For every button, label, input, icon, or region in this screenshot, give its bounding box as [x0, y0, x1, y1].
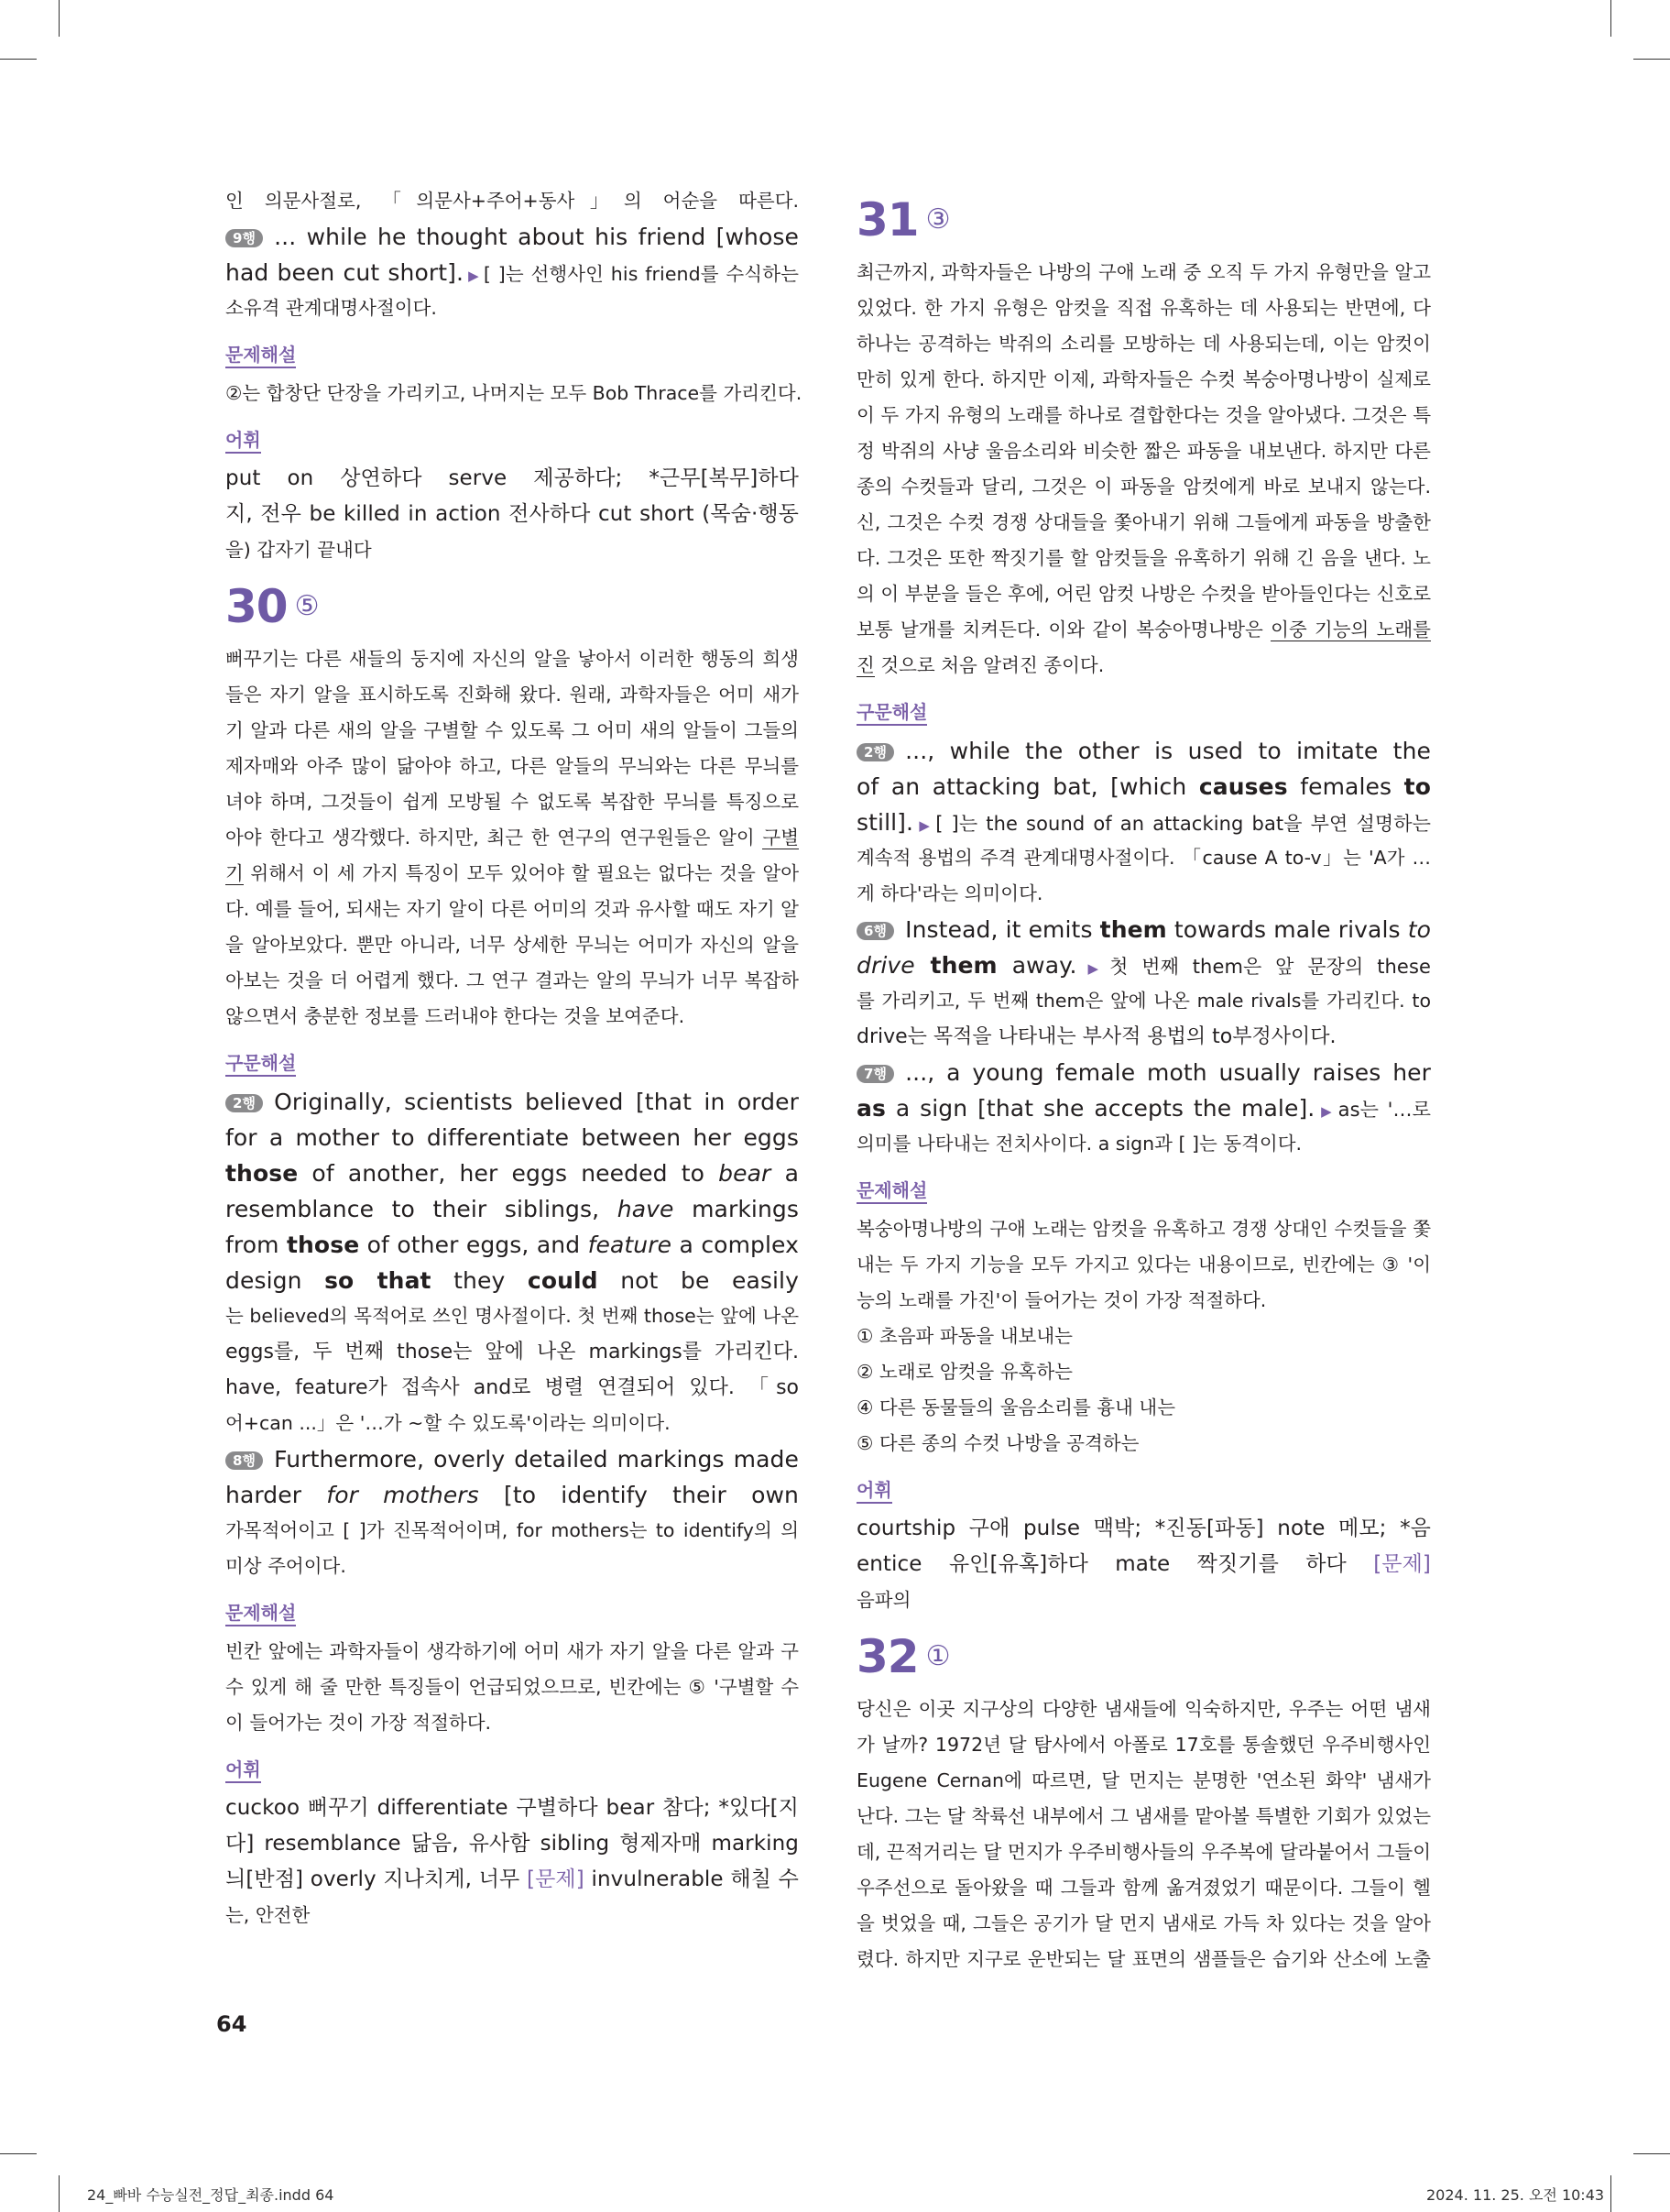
triangle-bullet-icon: ▶	[917, 817, 933, 834]
translation-line: 렸다. 하지만 지구로 운반되는 달 표면의 샘플들은 습기와 산소에 노출	[857, 1948, 1431, 1970]
vocab-text: entice 유인[유혹]하다 mate 짝짓기를 하다	[857, 1552, 1374, 1576]
grammar-line	[225, 1155, 799, 1191]
translation-line: 을 벗었을 때, 그들은 공기가 달 먼지 냄새로 가득 차 있다는 것을 알아	[857, 1912, 1431, 1934]
line-badge: 2행	[225, 1094, 263, 1112]
translation-line: 녀야 하며, 그것들이 쉽게 모방될 수 없도록 복잡한 무늬를 특징으로	[225, 791, 799, 813]
grammar-text: a complex	[671, 1232, 799, 1258]
section-heading-label: 어휘	[857, 1479, 892, 1504]
italic-term: drive	[857, 952, 915, 979]
translation-line	[225, 820, 799, 856]
grammar-line: for a mother to differentiate between her eggs	[225, 1124, 799, 1151]
choice-line: ④ 다른 동물들의 울음소리를 흉내 내는	[857, 1396, 1176, 1418]
left-column	[225, 183, 802, 1933]
grammar-note-line: 미상 주어이다.	[225, 1555, 346, 1577]
right-column	[857, 183, 1431, 1977]
translation-line: 신, 그것은 수컷 경쟁 상대들을 쫓아내기 위해 그들에게 파동을 방출한	[857, 511, 1431, 533]
bold-term: causes	[1198, 773, 1288, 800]
translation-line	[225, 856, 799, 892]
answer-mark: ①	[925, 1640, 951, 1672]
translation-line: 다. 예를 들어, 되새는 자기 알이 다른 어미의 것과 유사할 때도 자기 알	[225, 898, 799, 920]
grammar-text: females	[1287, 773, 1404, 800]
section-heading-label: 문제해설	[857, 1179, 927, 1204]
line-badge: 8행	[225, 1451, 263, 1470]
bold-term: those	[225, 1160, 299, 1187]
crop-mark	[59, 2175, 60, 2212]
grammar-note-line: 어+can ...」은 '…가 ~할 수 있도록'이라는 의미이다.	[225, 1412, 671, 1434]
translation-line: 정 박쥐의 사냥 울음소리와 비슷한 짧은 파동을 내보낸다. 하지만 다른	[857, 440, 1431, 462]
question-number: 31	[857, 193, 919, 246]
section-heading	[857, 700, 1431, 724]
vocab-line: cuckoo 뻐꾸기 differentiate 구별하다 bear 참다; *있다[지	[225, 1796, 799, 1820]
bold-term: them	[914, 952, 998, 979]
section-heading	[225, 428, 799, 452]
grammar-note-line: 의미를 나타내는 전치사이다. a sign과 [ ]는 동격이다.	[857, 1133, 1303, 1155]
grammar-line	[857, 947, 1431, 983]
vocab-line	[857, 1547, 1431, 1582]
grammar-text: markings	[692, 1196, 799, 1222]
translation-line: 종의 수컷들과 달리, 그것은 이 파동을 암컷에게 바로 보내지 않는다.	[857, 476, 1431, 498]
grammar-text: still].	[857, 809, 914, 836]
grammar-line	[225, 1441, 799, 1477]
grammar-text: Originally, scientists believed [that in order	[274, 1089, 799, 1115]
grammar-text: of other eggs, and	[359, 1232, 588, 1258]
crop-mark	[0, 59, 37, 60]
grammar-text: towards male rivals	[1166, 916, 1408, 943]
bold-term: them	[1099, 916, 1167, 943]
grammar-note-line: 게 하다'라는 의미이다.	[857, 882, 1043, 904]
bold-term: as	[857, 1095, 886, 1122]
grammar-text: Instead, it emits	[905, 916, 1100, 943]
grammar-note-line: have, feature가 접속사 and로 병렬 연결되어 있다. 「so	[225, 1376, 799, 1399]
line-badge: 6행	[857, 922, 894, 940]
line-badge: 7행	[857, 1065, 894, 1083]
triangle-bullet-icon: ▶	[467, 268, 480, 284]
answer-mark: ③	[925, 203, 951, 235]
problem-text: ②는 합창단 단장을 가리키고, 나머지는 모두 Bob Thrace를 가리킨다.	[225, 382, 802, 404]
grammar-text: design	[225, 1267, 325, 1294]
grammar-line	[857, 769, 1431, 805]
grammar-note: as는 '…로	[1337, 1099, 1431, 1121]
translation-text: 것으로 처음 알려진 종이다.	[874, 654, 1105, 676]
choice-line: ② 노래로 암컷을 유혹하는	[857, 1361, 1073, 1383]
choice-line: ⑤ 다른 종의 수컷 나방을 공격하는	[857, 1432, 1140, 1454]
section-heading-label: 어휘	[225, 1758, 261, 1783]
grammar-note-line: 가목적어이고 [ ]가 진목적어이며, for mothers는 to identify의 의	[225, 1519, 799, 1541]
grammar-line	[225, 1477, 799, 1513]
answer-underline: 진	[857, 654, 875, 676]
grammar-text: away.	[997, 952, 1077, 979]
crop-mark	[1610, 2175, 1611, 2212]
section-heading-label: 문제해설	[225, 1602, 296, 1626]
translation-line: 이 두 가지 유형의 노래를 하나로 결합한다는 것을 알아냈다. 그것은 특	[857, 404, 1431, 426]
vocab-line: 을) 갑자기 끝내다	[225, 539, 372, 561]
crop-mark	[59, 0, 60, 37]
question-header	[225, 577, 799, 636]
translation-text: 위해서 이 세 가지 특징이 모두 있어야 할 필요는 없다는 것을 알아	[250, 862, 799, 884]
translation-line: 기 알과 다른 새의 알을 구별할 수 있도록 그 어미 새의 알들이 그들의	[225, 719, 799, 741]
translation-line: 제자매와 아주 많이 닮아야 하고, 다른 알들의 무늬와는 다른 무늬를	[225, 755, 799, 777]
answer-underline: 구별	[225, 827, 799, 856]
italic-term: feature	[587, 1232, 672, 1258]
line-badge: 2행	[857, 743, 894, 761]
grammar-note-line: drive는 목적을 나타내는 부사적 용법의 to부정사이다.	[857, 1025, 1337, 1048]
grammar-text: ... while he thought about his friend [whose	[274, 224, 799, 250]
section-heading-label: 문제해설	[225, 344, 296, 368]
section-heading	[225, 1051, 799, 1075]
grammar-line	[857, 733, 1431, 769]
grammar-text: of an attacking bat, [which	[857, 773, 1199, 800]
grammar-note-line: eggs를, 두 번째 those는 앞에 나온 markings를 가리킨다.	[225, 1341, 799, 1363]
grammar-line	[857, 805, 1431, 840]
section-heading	[857, 1178, 1431, 1202]
grammar-text: ..., a young female moth usually raises her	[905, 1059, 1431, 1086]
grammar-text: had been cut short].	[225, 259, 464, 286]
slug-timestamp: 2024. 11. 25. 오전 10:43	[1426, 2186, 1605, 2204]
answer-underline: 기	[225, 862, 244, 884]
translation-line	[857, 648, 1431, 684]
grammar-note-line: 계속적 용법의 주격 관계대명사절이다. 「cause A to-v」는 'A가 …	[857, 847, 1431, 869]
translation-text: 아야 한다고 생각했다. 하지만, 최근 한 연구의 연구원들은 알이	[225, 827, 763, 849]
crop-mark	[0, 2153, 37, 2154]
italic-term: to	[1407, 916, 1431, 943]
grammar-line	[225, 1084, 799, 1120]
section-heading	[225, 1758, 799, 1781]
section-heading-label: 어휘	[225, 429, 261, 454]
vocab-text: invulnerable 해칠 수	[591, 1867, 799, 1891]
triangle-bullet-icon: ▶	[1080, 960, 1107, 977]
vocab-line: 음파의	[857, 1589, 911, 1611]
line-badge: 9행	[225, 229, 263, 247]
section-heading	[225, 1601, 799, 1625]
grammar-line	[857, 912, 1431, 947]
page-number: 64	[216, 2011, 247, 2037]
translation-line: 있었다. 한 가지 유형은 암컷을 직접 유혹하는 데 사용되는 반면에, 다	[857, 297, 1431, 319]
translation-line: 가 날까? 1972년 달 탐사에서 아폴로 17호를 통솔했던 우주비행사인	[857, 1734, 1431, 1756]
translation-line: 데, 끈적거리는 달 먼지가 우주비행사들의 우주복에 달라붙어서 그들이	[857, 1841, 1431, 1863]
problem-line: 복숭아명나방의 구애 노래는 암컷을 유혹하고 경쟁 상대인 수컷들을 쫓	[857, 1218, 1431, 1240]
translation-line: 들은 자기 알을 표시하도록 진화해 왔다. 원래, 과학자들은 어미 새가	[225, 684, 799, 706]
italic-term: have	[617, 1196, 674, 1222]
translation-line	[857, 612, 1431, 648]
problem-line: 빈칸 앞에는 과학자들이 생각하기에 어미 새가 자기 알을 다른 알과 구	[225, 1640, 799, 1662]
crop-mark	[1633, 59, 1670, 60]
triangle-bullet-icon: ▶	[1318, 1103, 1335, 1120]
translation-line: 난다. 그는 달 착륙선 내부에서 그 냄새를 맡아볼 특별한 기회가 있었는	[857, 1805, 1431, 1827]
problem-tag: [문제]	[1373, 1552, 1431, 1576]
translation-line: 않으면서 충분한 정보를 드러내야 한다는 것을 보여준다.	[225, 1005, 685, 1027]
crop-mark	[1633, 2153, 1670, 2154]
grammar-note-line: 를 가리키고, 두 번째 them은 앞에 나온 male rivals를 가리킨다. to	[857, 990, 1431, 1012]
vocab-line: 는, 안전한	[225, 1904, 311, 1926]
translation-line: 의 이 부분을 들은 후에, 어린 암컷 나방은 수컷을 받아들인다는 신호로	[857, 583, 1431, 605]
problem-line: 능의 노래를 가진'이 들어가는 것이 가장 적절하다.	[857, 1289, 1267, 1311]
grammar-text: Furthermore, overly detailed markings made	[274, 1446, 799, 1473]
grammar-text: a	[784, 1160, 799, 1187]
grammar-note-line: 는 believed의 목적어로 쓰인 명사절이다. 첫 번째 those는 앞에 나온	[225, 1305, 799, 1327]
question-number: 30	[225, 580, 288, 633]
grammar-text: of another, her eggs needed to	[298, 1160, 719, 1187]
grammar-text: harder	[225, 1482, 327, 1508]
question-number: 32	[857, 1630, 919, 1683]
grammar-line	[225, 255, 799, 290]
problem-line: 수 있게 해 줄 만한 특징들이 언급되었으므로, 빈칸에는 ⑤ '구별할 수	[225, 1676, 799, 1698]
grammar-text: from	[225, 1232, 287, 1258]
vocab-line: 지, 전우 be killed in action 전사하다 cut short (목숨·행동	[225, 502, 799, 526]
translation-line: 다. 그것은 또한 짝짓기를 할 암컷들을 유혹하기 위해 긴 음을 낸다. 노	[857, 547, 1431, 569]
grammar-line	[225, 219, 799, 255]
crop-mark	[1610, 0, 1611, 37]
problem-tag: [문제]	[527, 1867, 584, 1891]
section-heading	[857, 1478, 1431, 1502]
italic-term: for mothers	[326, 1482, 479, 1508]
translation-text: 보통 날개를 치켜든다. 이와 같이 복숭아명나방은	[857, 619, 1272, 641]
grammar-line	[857, 1090, 1431, 1126]
question-header	[857, 191, 1431, 249]
bold-term: could	[527, 1267, 598, 1294]
slug-filename: 24_빠바 수능실전_정답_최종.indd 64	[87, 2186, 334, 2204]
grammar-line	[857, 1055, 1431, 1090]
grammar-text: a sign [that she accepts the male].	[885, 1095, 1315, 1122]
grammar-note: 첫 번째 them은 앞 문장의 these	[1109, 956, 1431, 978]
translation-line: 당신은 이곳 지구상의 다양한 냄새들에 익숙하지만, 우주는 어떤 냄새	[857, 1698, 1431, 1720]
grammar-text: not be easily	[620, 1267, 799, 1294]
grammar-text: ..., while the other is used to imitate the	[905, 738, 1431, 764]
vocab-text: 늬[반점] overly 지나치게, 너무	[225, 1867, 528, 1891]
vocab-line: put on 상연하다 serve 제공하다; *근무[복무]하다	[225, 466, 799, 490]
problem-line: 내는 두 가지 기능을 모두 가지고 있다는 내용이므로, 빈칸에는 ③ '이	[857, 1254, 1431, 1276]
grammar-line	[225, 1191, 799, 1227]
vocab-line: 다] resemblance 닮음, 유사함 sibling 형제자매 marking	[225, 1832, 799, 1856]
grammar-note: [ ]는 the sound of an attacking bat을 부연 설명하는	[935, 813, 1431, 835]
section-heading-label: 구문해설	[225, 1052, 296, 1077]
answer-underline: 이중 기능의 노래를	[857, 619, 1431, 648]
problem-line: 이 들어가는 것이 가장 적절하다.	[225, 1712, 492, 1734]
bold-term: to	[1403, 773, 1431, 800]
grammar-note: [ ]는 선행사인 his friend를 수식하는	[483, 263, 799, 285]
grammar-note-line: 소유격 관계대명사절이다.	[225, 297, 437, 319]
section-heading-label: 구문해설	[857, 701, 927, 726]
grammar-line	[225, 1227, 799, 1263]
translation-line: 아보는 것을 더 어렵게 했다. 그 연구 결과는 알의 무늬가 너무 복잡하	[225, 969, 799, 991]
translation-line: 을 알아보았다. 뿐만 아니라, 너무 상세한 무늬는 어미가 자신의 알을	[225, 934, 799, 956]
translation-line: 하나는 공격하는 박쥐의 소리를 모방하는 데 사용되는데, 이는 암컷이	[857, 333, 1431, 355]
translation-line: 만히 있게 한다. 하지만 이제, 과학자들은 수컷 복숭아명나방이 실제로	[857, 368, 1431, 390]
translation-line: 우주선으로 돌아왔을 때 그들과 함께 옮겨졌었기 때문이다. 그들이 헬	[857, 1877, 1431, 1899]
choice-line: ① 초음파 파동을 내보내는	[857, 1325, 1073, 1347]
bold-term: those	[286, 1232, 360, 1258]
grammar-line	[225, 1263, 799, 1298]
vocab-line: courtship 구애 pulse 맥박; *진동[파동] note 메모; *음	[857, 1517, 1431, 1540]
grammar-text: they	[431, 1267, 528, 1294]
italic-term: bear	[718, 1160, 771, 1187]
bold-term: so that	[324, 1267, 431, 1294]
translation-line: 뻐꾸기는 다른 새들의 둥지에 자신의 알을 낳아서 이러한 행동의 희생	[225, 648, 799, 670]
question-header	[857, 1627, 1431, 1686]
vocab-line	[225, 1862, 799, 1898]
grammar-text: [to identify their own	[503, 1482, 799, 1508]
translation-line: 최근까지, 과학자들은 나방의 구애 노래 중 오직 두 가지 유형만을 알고	[857, 261, 1431, 283]
translation-line: Eugene Cernan에 따르면, 달 먼지는 분명한 '연소된 화약' 냄새가	[857, 1769, 1431, 1791]
section-heading	[225, 343, 799, 367]
intro-line: 인 의문사절로, 「의문사+주어+동사」의 어순을 따른다.	[225, 190, 799, 212]
answer-mark: ⑤	[294, 590, 320, 622]
grammar-text: resemblance to their siblings,	[225, 1196, 617, 1222]
